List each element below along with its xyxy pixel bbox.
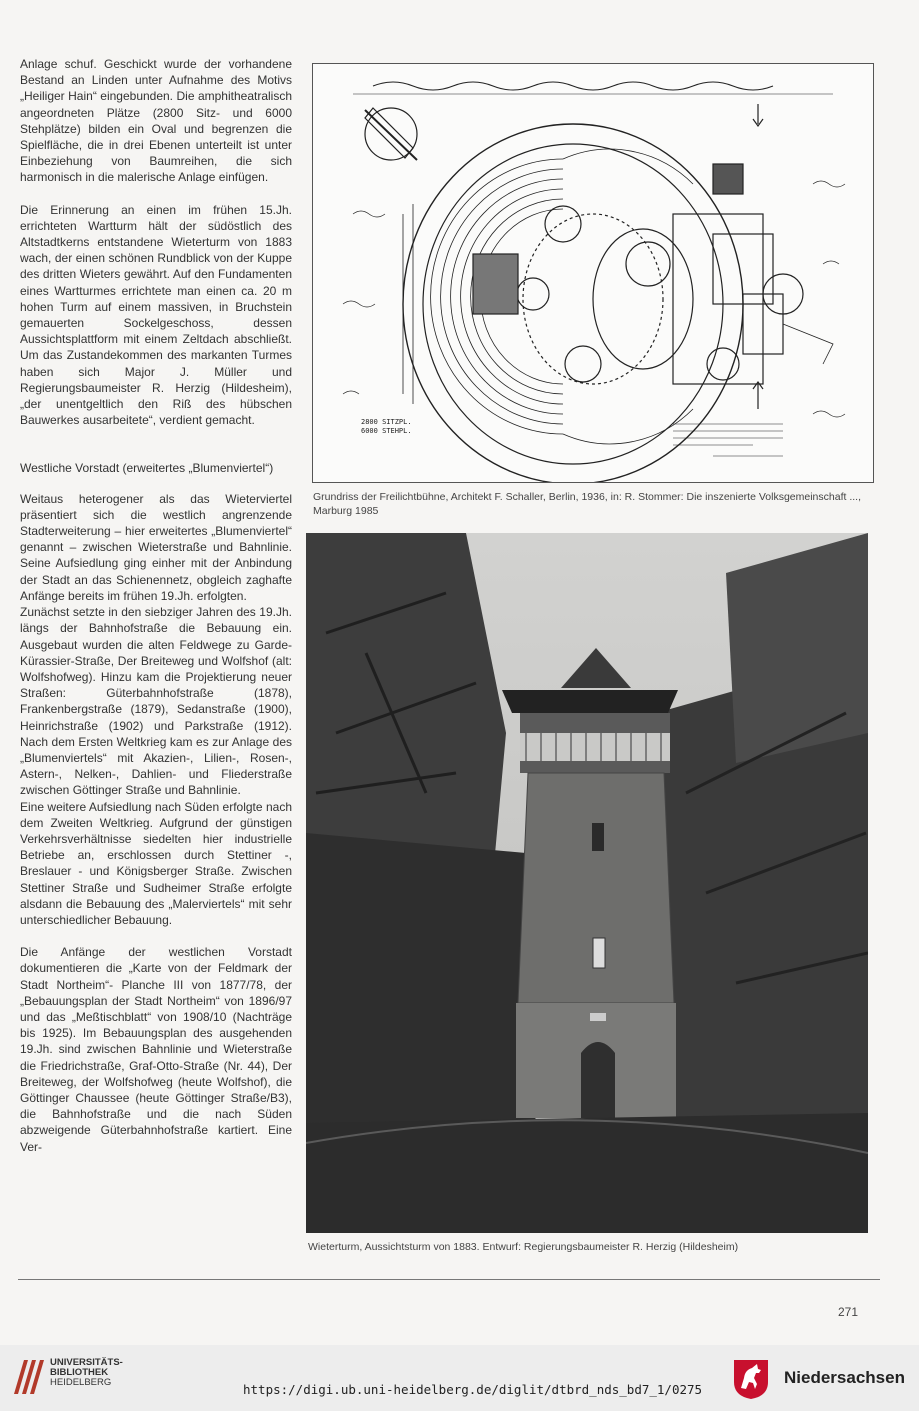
paragraph: Anlage schuf. Geschickt wurde der vorhandene Bestand an Linden unter Aufnahme des Motivs „Heiliger Hain“ eingebunden. Die amphitheatralisch angeordneten Plätze (2800 Sitz- und 6000 Stehplätze) bilden ein Oval und begrenzen die Spielfläche, die in drei Ebenen unterteilt ist unter Einbeziehung von Baumreihen, die sich harmonisch in die malerische Anlage einfügen. bbox=[20, 57, 292, 185]
figure1-caption: Grundriss der Freilichtbühne, Architekt F. Schaller, Berlin, 1936, in: R. Stommer: Die inszenierte Volksgemeinschaft ..., Marburg 1985 bbox=[313, 491, 861, 517]
niedersachsen-horse-icon[interactable] bbox=[732, 1358, 770, 1400]
tower-photo bbox=[306, 533, 868, 1233]
floor-plan-figure bbox=[312, 63, 874, 483]
text-column-left bbox=[20, 56, 292, 1155]
legend-standing: 6000 STEHPL. bbox=[361, 427, 412, 435]
library-line: UNIVERSITÄTS- bbox=[50, 1357, 123, 1368]
document-url-link[interactable]: https://digi.ub.uni-heidelberg.de/diglit/dtbrd_nds_bd7_1/0275 bbox=[243, 1382, 703, 1397]
university-library-logo-icon[interactable] bbox=[10, 1354, 46, 1398]
niedersachsen-label[interactable]: Niedersachsen bbox=[784, 1368, 905, 1387]
paragraph: Die Erinnerung an einen im frühen 15.Jh. errichteten Wartturm hält der südöstlich des Altstadtkerns entstandene Wieterturm von 1883 wach, der einen schönen Rundblick von der Kuppe des dritten Wieters gewährt. Auf den Fundamenten eines Wartturmes errichtete man einen ca. 20 m hohen Turm auf einem massiven, in Bruchstein gemauerten Sockelgeschoss, dessen Aussichtsplattform mit einem Zeltdach abschließt. Um das Zustandekommen des markanten Turmes haben sich Major J. Müller und Regierungsbaumeister R. Herzig (Hildesheim), „der unentgeltlich den Riß des hübschen Bauwerkes ausarbeitete“, verdient gemacht. bbox=[20, 202, 292, 428]
library-line: BIBLIOTHEK bbox=[50, 1367, 109, 1378]
paragraph: Zunächst setzte in den siebziger Jahren des 19.Jh. längs der Bahnhofstraße die Bebauung ein. Ausgebaut wurden die alten Feldwege zu Garde-Kürassier-Straße, Der Breiteweg und Wolfshof (alt: Wolfshofweg). Hinzu kam die Projektierung neuer Straßen: Güterbahnhofstraße (1878), Frankenbergstraße (1879), Sedanstraße (1900), Heinrichstraße (1902) und Parkstraße (1912). Nach dem Ersten Weltkrieg kam es zur Anlage des „Blumenviertels“ mit Akazien-, Lilien-, Rosen-, Astern-, Nelken-, Dahlien- und Fliederstraße zwischen Göttinger Straße und Bahnlinie. bbox=[20, 605, 292, 798]
divider bbox=[18, 1279, 880, 1280]
university-library-name[interactable] bbox=[50, 1358, 123, 1388]
tower-photo-drawing bbox=[306, 533, 868, 1233]
footer-bar bbox=[0, 1345, 919, 1411]
page-number: 271 bbox=[838, 1305, 859, 1319]
paragraph: Die Anfänge der westlichen Vorstadt dokumentieren die „Karte von der Feldmark der Stadt Northeim“- Planche III von 1877/78, der „Bebauungsplan der Stadt Northeim“ von 1896/97 und das „Meßtischblatt“ von 1908/10 (Nachträge bis 1925). Im Bebauungsplan des ausgehenden 19.Jh. sind zwischen Bahnlinie und Wieterstraße die Friedrichstraße, Graf-Otto-Straße (Nr. 44), Der Breiteweg, der Wolfshofweg (heute Wolfshof), die Göttinger Chaussee (heute Göttinger Straße/B3), die Bahnhofstraße und die nach Süden abzweigende Güterbahnhofstraße kartiert. Eine Ver- bbox=[20, 945, 292, 1154]
paragraph: Weitaus heterogener als das Wieterviertel präsentiert sich die westlich angrenzende Stadterweiterung – hier erweitertes „Blumenviertel“ genannt – zwischen Wieterstraße und Bahnlinie. Seine Aufsiedlung ging einher mit der Anbindung der Stadt an das Schienennetz, obgleich zaghafte Anfänge bereits im frühen 19.Jh. erfolgten. bbox=[20, 491, 292, 603]
figure2-caption: Wieterturm, Aussichtsturm von 1883. Entwurf: Regierungsbaumeister R. Herzig (Hildesheim) bbox=[308, 1241, 739, 1253]
section-heading: Westliche Vorstadt (erweitertes „Blumenviertel“) bbox=[20, 461, 274, 476]
library-line: HEIDELBERG bbox=[50, 1377, 112, 1388]
legend-seats: 2800 SITZPL. bbox=[361, 418, 412, 426]
paragraph: Eine weitere Aufsiedlung nach Süden erfolgte nach dem Zweiten Weltkrieg. Aufgrund der günstigen Verkehrsverhältnisse siedelten hier industrielle Betriebe an, erschlossen durch Stettiner -, Breslauer - und Königsberger Straße. Zwischen Stettiner Straße und Sudheimer Straße erfolgte alsdann die Bebauung des „Malerviertels“ mit sehr unterschiedlicher Bebauung. bbox=[20, 799, 292, 927]
